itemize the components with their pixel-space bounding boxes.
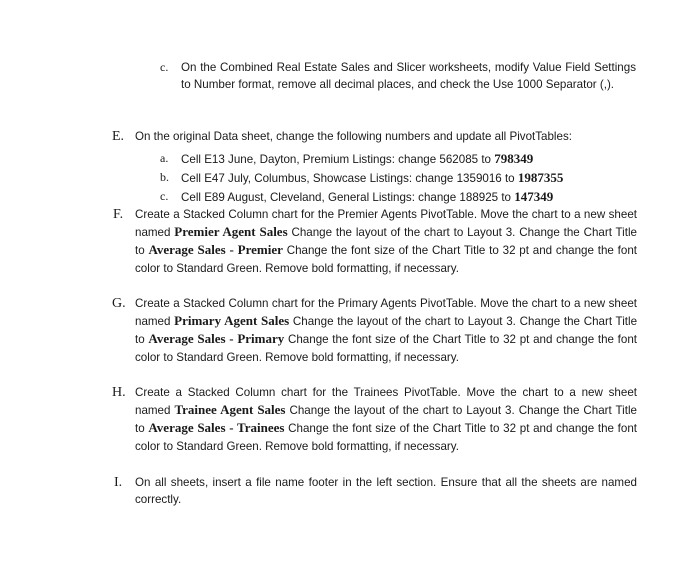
item-g-text bbox=[135, 295, 637, 366]
item-f-sheet-name: Premier Agent Sales bbox=[174, 224, 288, 240]
item-f-chart-title: Average Sales - Premier bbox=[148, 242, 283, 258]
item-f-text bbox=[135, 206, 637, 277]
item-e-sub-b-text: Cell E47 July, Columbus, Showcase Listings: change 1359016 to bbox=[181, 172, 518, 185]
item-f-marker: F. bbox=[113, 207, 124, 222]
item-h-part2: Change the layout of the chart to Layout 3. Change the Chart Title to bbox=[135, 404, 638, 436]
item-g-part3: Change the font size of the Chart Title to 32 pt and change the font color to Standard Green. Remove bold formatting, if necessary. bbox=[135, 333, 638, 364]
item-h-part3: Change the font size of the Chart Title to 32 pt and change the font color to Standard Green. Remove bold formatting, if necessary. bbox=[135, 422, 638, 453]
item-h-marker: H. bbox=[112, 385, 126, 400]
item-h-sheet-name: Trainee Agent Sales bbox=[174, 402, 286, 418]
item-c-top-marker: c. bbox=[160, 60, 169, 74]
item-g-chart-title: Average Sales - Primary bbox=[148, 331, 285, 347]
item-e-sub-a-text: Cell E13 June, Dayton, Premium Listings: change 562085 to bbox=[181, 153, 495, 166]
item-i-text: On all sheets, insert a file name footer in the left section. Ensure that all the sheets are named correctly. bbox=[135, 476, 637, 507]
item-f-part1: Create a Stacked Column chart for the Premier Agents PivotTable. Move the chart to a new sheet named bbox=[135, 208, 637, 240]
item-c-top-text: On the Combined Real Estate Sales and Slicer worksheets, modify Value Field Settings to Number format, remove all decimal places, and check the Use 1000 Separator (,). bbox=[181, 61, 636, 92]
item-g-marker: G. bbox=[112, 296, 126, 311]
item-h-text bbox=[135, 384, 637, 455]
item-e-text: On the original Data sheet, change the following numbers and update all PivotTables: bbox=[135, 130, 572, 143]
item-e-sub-a-marker: a. bbox=[160, 151, 169, 165]
item-e-sub-a-value: 798349 bbox=[494, 151, 534, 166]
item-e-sub-b bbox=[181, 169, 641, 187]
item-e-sub-c-text: Cell E89 August, Cleveland, General Listings: change 188925 to bbox=[181, 191, 515, 204]
item-i-marker: I. bbox=[114, 475, 123, 490]
item-e-sub-c-value: 147349 bbox=[514, 189, 554, 204]
item-g-part2: Change the layout of the chart to Layout 3. Change the Chart Title to bbox=[135, 315, 638, 347]
item-e-sub-a bbox=[181, 150, 641, 168]
item-h-chart-title: Average Sales - Trainees bbox=[148, 420, 285, 436]
item-e-marker: E. bbox=[112, 129, 125, 144]
item-e-sub-b-marker: b. bbox=[160, 170, 169, 184]
item-e-sub-c bbox=[181, 188, 641, 206]
item-g-part1: Create a Stacked Column chart for the Primary Agents PivotTable. Move the chart to a new sheet named bbox=[135, 297, 637, 329]
item-e-sub-b-value: 1987355 bbox=[517, 170, 564, 185]
item-f-part3: Change the font size of the Chart Title to 32 pt and change the font color to Standard Green. Remove bold formatting, if necessary. bbox=[135, 244, 637, 275]
item-h-part1: Create a Stacked Column chart for the Trainees PivotTable. Move the chart to a new sheet named bbox=[135, 386, 637, 418]
item-f-part2: Change the layout of the chart to Layout 3. Change the Chart Title to bbox=[135, 226, 638, 258]
item-g-sheet-name: Primary Agent Sales bbox=[174, 313, 290, 329]
item-e-sub-c-marker: c. bbox=[160, 189, 169, 203]
